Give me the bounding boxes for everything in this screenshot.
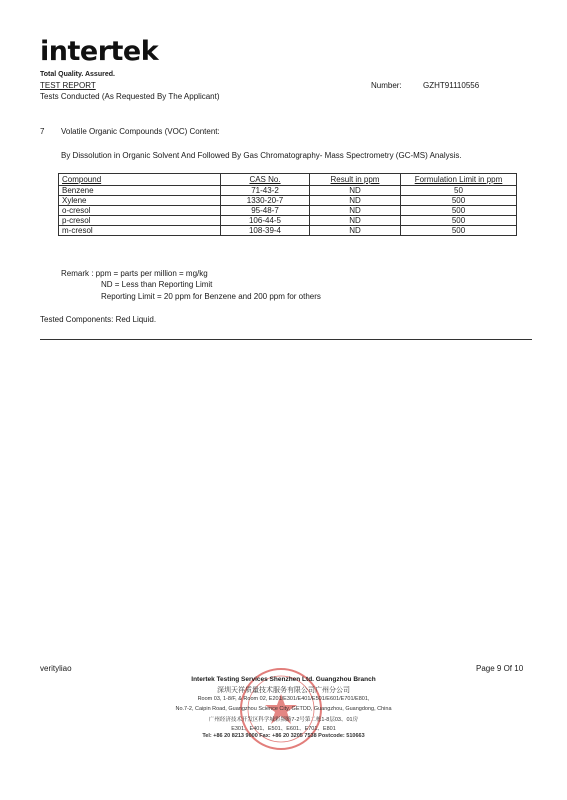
section-index: 7 <box>40 127 45 136</box>
table-row <box>59 206 517 216</box>
method-description: By Dissolution in Organic Solvent And Followed By Gas Chromatography- Mass Spectrometry (GC-MS) Analysis. <box>61 151 462 160</box>
result-cell: ND <box>310 186 401 196</box>
logo-tagline: Total Quality. Assured. <box>40 71 115 78</box>
footer-address-cn: 广州经济技术开发区科学城彩频路7-2号第二栋1-8层03、01房 <box>208 717 359 723</box>
compound-cell: p-cresol <box>59 216 221 226</box>
cas-cell: 1330-20-7 <box>221 196 310 206</box>
footer-company-cn: 深圳天祥质量技术服务有限公司广州分公司 <box>217 687 350 694</box>
cas-cell: 106-44-5 <box>221 216 310 226</box>
table-row <box>59 216 517 226</box>
remark-line-2: ND = Less than Reporting Limit <box>101 280 213 289</box>
cas-cell: 108-39-4 <box>221 226 310 236</box>
limit-cell: 500 <box>401 226 517 236</box>
result-cell: ND <box>310 216 401 226</box>
report-subtitle: Tests Conducted (As Requested By The Applicant) <box>40 92 220 101</box>
footer-address-1: Room 03, 1-8/F, & Room 02, E201/E301/E401/E501/E601/E701/E801, <box>197 696 370 702</box>
table-row <box>59 186 517 196</box>
section-title: Volatile Organic Compounds (VOC) Content: <box>61 127 220 136</box>
limit-cell: 500 <box>401 206 517 216</box>
header-compound: Compound <box>59 174 221 186</box>
compound-cell: Benzene <box>59 186 221 196</box>
footer-company: Intertek Testing Services Shenzhen Ltd. Guangzhou Branch <box>191 676 376 683</box>
table-header-row <box>59 174 517 186</box>
cas-cell: 71-43-2 <box>221 186 310 196</box>
table-row <box>59 226 517 236</box>
limit-cell: 50 <box>401 186 517 196</box>
limit-cell: 500 <box>401 196 517 206</box>
header-limit: Formulation Limit in ppm <box>401 174 517 186</box>
compound-cell: o-cresol <box>59 206 221 216</box>
page-number: Page 9 Of 10 <box>476 664 524 673</box>
footer-address-2: No.7-2, Caipin Road, Guangzhou Science City, GETDD, Guangzhou, Guangdong, China <box>175 706 392 712</box>
tested-components: Tested Components: Red Liquid. <box>40 315 157 324</box>
header-result: Result in ppm <box>310 174 401 186</box>
footer-rooms-cn: E301、E401、E501、E601、E701、E801 <box>231 726 336 732</box>
intertek-logo: intertek <box>40 36 159 67</box>
compound-cell: Xylene <box>59 196 221 206</box>
divider <box>40 339 532 340</box>
remark-line-1: Remark : ppm = parts per million = mg/kg <box>61 269 208 278</box>
voc-results-table <box>58 173 517 236</box>
header-cas-no: CAS No. <box>221 174 310 186</box>
result-cell: ND <box>310 196 401 206</box>
signer-name: verityliao <box>40 664 72 673</box>
remark-line-3: Reporting Limit = 20 ppm for Benzene and 200 ppm for others <box>101 292 321 301</box>
compound-cell: m-cresol <box>59 226 221 236</box>
result-cell: ND <box>310 206 401 216</box>
number-value: GZHT91110556 <box>423 81 480 90</box>
number-label: Number: <box>371 81 402 90</box>
table-row <box>59 196 517 206</box>
cas-cell: 95-48-7 <box>221 206 310 216</box>
report-title: TEST REPORT <box>40 81 96 90</box>
result-cell: ND <box>310 226 401 236</box>
limit-cell: 500 <box>401 216 517 226</box>
footer-contact: Tel: +86 20 8213 9000 Fax: +86 20 3205 7538 Postcode: 510663 <box>202 733 365 739</box>
